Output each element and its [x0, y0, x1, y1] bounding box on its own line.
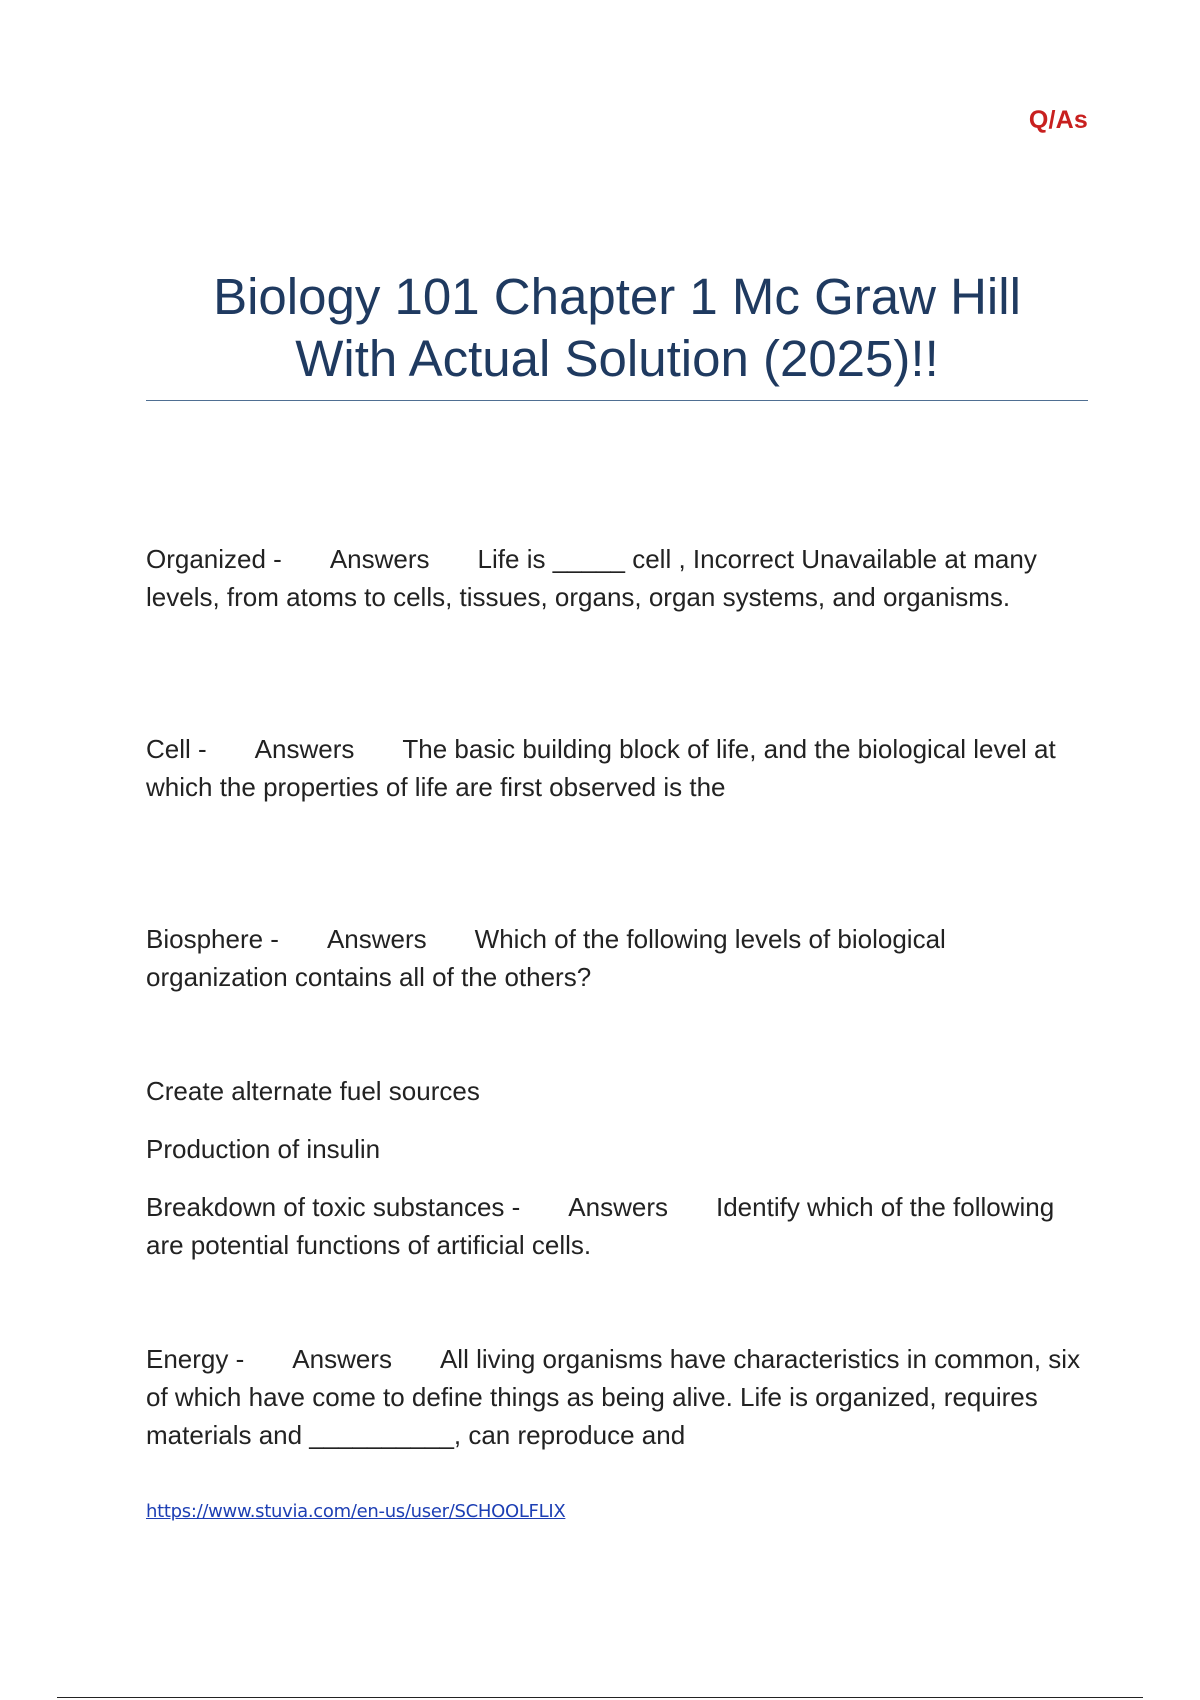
qa-question: Identify which of the following are potential functions of artificial cells.	[146, 1192, 1055, 1260]
qa-term: Cell -	[146, 734, 207, 764]
qa-answers-label: Answers	[292, 1344, 392, 1374]
qa-question: The basic building block of life, and the biological level at which the properties of life are first observed is the	[146, 734, 1056, 802]
qa-term: Energy -	[146, 1344, 245, 1374]
qa-item	[146, 540, 1088, 616]
qa-term: Biosphere -	[146, 924, 279, 954]
qa-item	[146, 1072, 1088, 1264]
qa-header-tag: Q/As	[1028, 106, 1088, 134]
qa-question: Life is _____ cell , Incorrect Unavailable at many levels, from atoms to cells, tissues, organs, organ systems, and organisms.	[146, 544, 1037, 612]
qa-answers-label: Answers	[326, 924, 427, 954]
qa-answers-label: Answers	[329, 544, 430, 574]
footer-divider	[57, 1697, 1143, 1698]
title-line-1: Biology 101 Chapter 1 Mc Graw Hill	[213, 268, 1021, 325]
title-line-2: With Actual Solution (2025)!!	[295, 330, 939, 387]
document-title	[146, 266, 1088, 401]
qa-answers-label: Answers	[254, 734, 355, 764]
source-link[interactable]: https://www.stuvia.com/en-us/user/SCHOOLFLIX	[146, 1501, 566, 1522]
qa-list	[146, 540, 1088, 1454]
qa-item	[146, 730, 1088, 806]
qa-term: Breakdown of toxic substances -	[146, 1192, 521, 1222]
qa-option: Create alternate fuel sources	[146, 1076, 480, 1106]
qa-question: All living organisms have characteristics in common, six of which have come to define things as being alive. Life is organized, requires materials and __________, can reproduce and	[146, 1344, 1081, 1450]
qa-question: Which of the following levels of biological organization contains all of the others?	[146, 924, 946, 992]
qa-term: Organized -	[146, 544, 282, 574]
qa-answers-label: Answers	[568, 1192, 668, 1222]
qa-item	[146, 1340, 1088, 1454]
qa-option: Production of insulin	[146, 1134, 381, 1164]
qa-item	[146, 920, 1088, 996]
